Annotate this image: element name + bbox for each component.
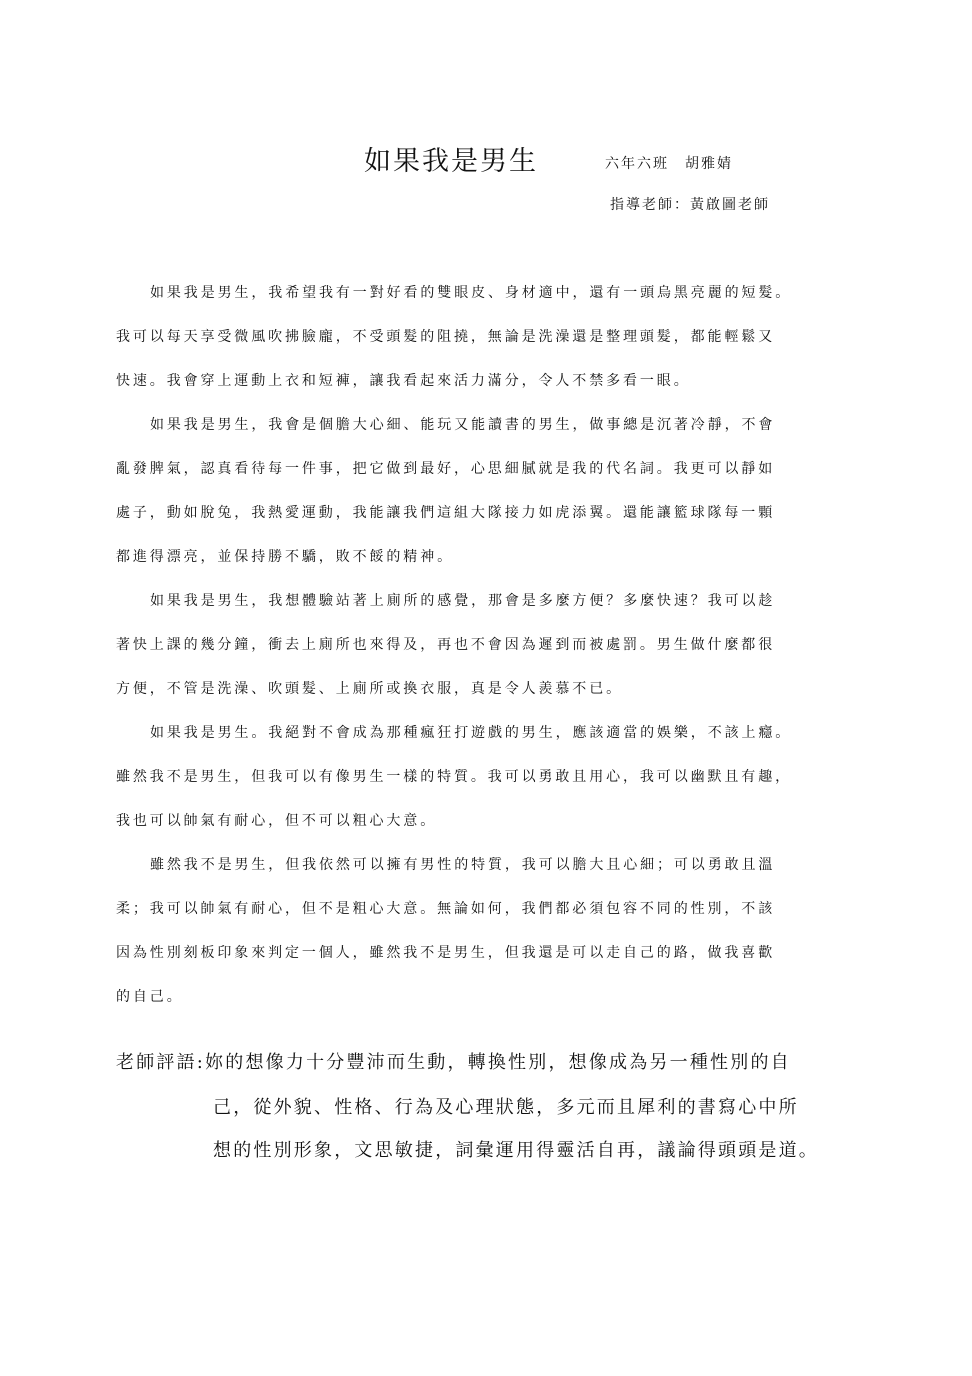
body-line: 都進得漂亮，並保持勝不驕，敗不餒的精神。 <box>116 549 454 565</box>
body-line: 如果我是男生。我絕對不會成為那種瘋狂打遊戲的男生，應該適當的娛樂，不該上癮。 <box>150 725 793 741</box>
comment-line: 老師評語:妳的想像力十分豐沛而生動，轉換性別，想像成為另一種性別的自 <box>116 1052 791 1073</box>
advisor-line: 指導老師：黃啟圖老師 <box>610 197 770 213</box>
comment-line: 想的性別形象，文思敏捷，詞彙運用得靈活自再，議論得頭頭是道。 <box>213 1140 819 1161</box>
body-line: 如果我是男生，我會是個膽大心細、能玩又能讀書的男生，做事總是沉著冷靜，不會 <box>150 417 776 433</box>
body-line: 我可以每天享受微風吹拂臉龐，不受頭髮的阻撓，無論是洗澡還是整理頭髮，都能輕鬆又 <box>116 329 776 345</box>
body-line: 亂發脾氣，認真看待每一件事，把它做到最好，心思細膩就是我的代名詞。我更可以靜如 <box>116 461 776 477</box>
body-line: 方便，不管是洗澡、吹頭髮、上廁所或換衣服，真是令人羨慕不已。 <box>116 681 623 697</box>
body-line: 因為性別刻板印象來判定一個人，雖然我不是男生，但我還是可以走自己的路，做我喜歡 <box>116 945 776 961</box>
body-line: 的自己。 <box>116 989 184 1005</box>
body-line: 雖然我不是男生，但我依然可以擁有男性的特質，我可以膽大且心細；可以勇敢且溫 <box>150 857 776 873</box>
body-line: 如果我是男生，我希望我有一對好看的雙眼皮、身材適中，還有一頭烏黑亮麗的短髮。 <box>150 285 793 301</box>
body-line: 如果我是男生，我想體驗站著上廁所的感覺，那會是多麼方便？多麼快速？我可以趁 <box>150 593 776 609</box>
body-line: 柔；我可以帥氣有耐心，但不是粗心大意。無論如何，我們都必須包容不同的性別，不該 <box>116 901 776 917</box>
author-line: 六年六班 胡雅婧 <box>605 156 733 172</box>
comment-line: 己，從外貌、性格、行為及心理狀態，多元而且犀利的書寫心中所 <box>213 1097 799 1118</box>
body-line: 快速。我會穿上運動上衣和短褲，讓我看起來活力滿分，令人不禁多看一眼。 <box>116 373 691 389</box>
body-line: 著快上課的幾分鐘，衝去上廁所也來得及，再也不會因為遲到而被處罰。男生做什麼都很 <box>116 637 776 653</box>
body-line: 處子，動如脫兔，我熱愛運動，我能讓我們這組大隊接力如虎添翼。還能讓籃球隊每一顆 <box>116 505 776 521</box>
body-line: 我也可以帥氣有耐心，但不可以粗心大意。 <box>116 813 438 829</box>
body-line: 雖然我不是男生，但我可以有像男生一樣的特質。我可以勇敢且用心，我可以幽默且有趣， <box>116 769 792 785</box>
essay-title: 如果我是男生 <box>364 146 538 177</box>
